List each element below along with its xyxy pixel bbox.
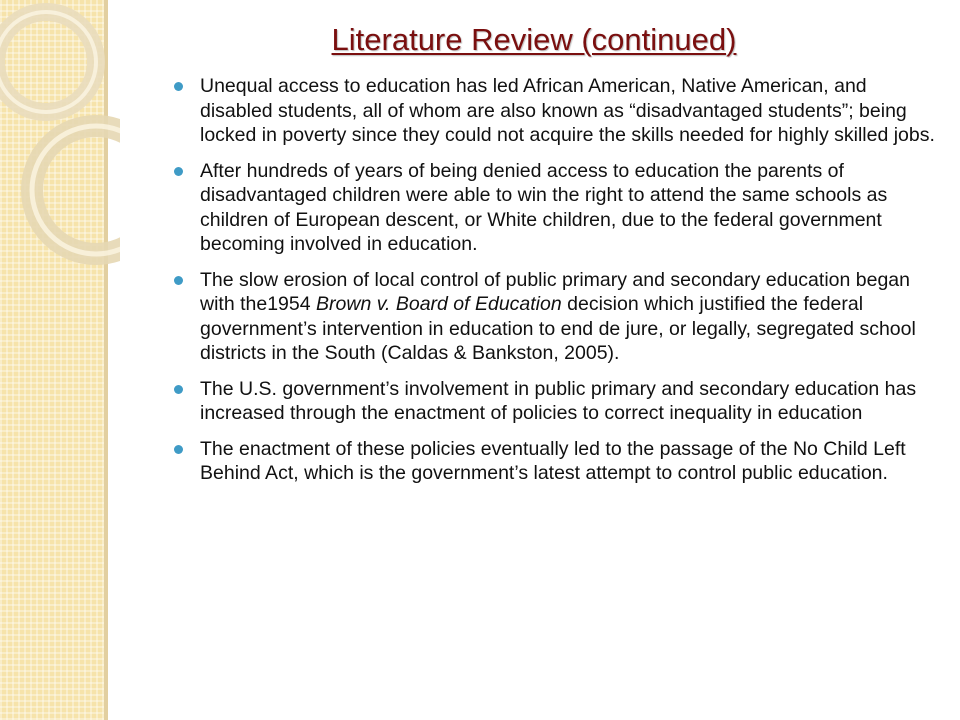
bullet-list bbox=[174, 74, 936, 497]
bullet-text: Unequal access to education has led African American, Native American, and disabled students, all of whom are also known as “disadvantaged students”; being locked in poverty since they could not acquire the skills needed for highly skilled jobs. bbox=[200, 75, 935, 146]
bullet-text: After hundreds of years of being denied access to education the parents of disadvantaged children were able to win the right to attend the same schools as children of European descent, or White children, due to the federal government becoming involved in education. bbox=[200, 159, 888, 255]
bullet-text-after: decision which justified the federal government’s intervention in education to end de jure, or legally, segregated school districts in the South (Caldas & Bankston, 2005). bbox=[200, 293, 916, 364]
bullet-text: The U.S. government’s involvement in public primary and secondary education has increased through the enactment of policies to correct inequality in education bbox=[200, 377, 917, 424]
list-item bbox=[174, 159, 936, 257]
bullet-text-before: The slow erosion of local control of public primary and secondary education began with the1954 bbox=[200, 268, 910, 315]
list-item bbox=[174, 377, 936, 426]
list-item bbox=[174, 268, 936, 366]
bullet-dot-icon bbox=[174, 276, 183, 285]
list-item bbox=[174, 437, 936, 486]
decorative-rings-icon bbox=[0, 0, 120, 320]
slide-title: Literature Review (continued) bbox=[331, 22, 737, 57]
bullet-dot-icon bbox=[174, 445, 183, 454]
case-name-italic: Brown v. Board of Education bbox=[316, 293, 562, 315]
bullet-dot-icon bbox=[174, 82, 183, 91]
bullet-text: The enactment of these policies eventually led to the passage of the No Child Left Behind Act, which is the government’s latest attempt to control public education. bbox=[200, 437, 906, 484]
bullet-dot-icon bbox=[174, 385, 183, 394]
bullet-dot-icon bbox=[174, 167, 183, 176]
list-item bbox=[174, 74, 936, 148]
